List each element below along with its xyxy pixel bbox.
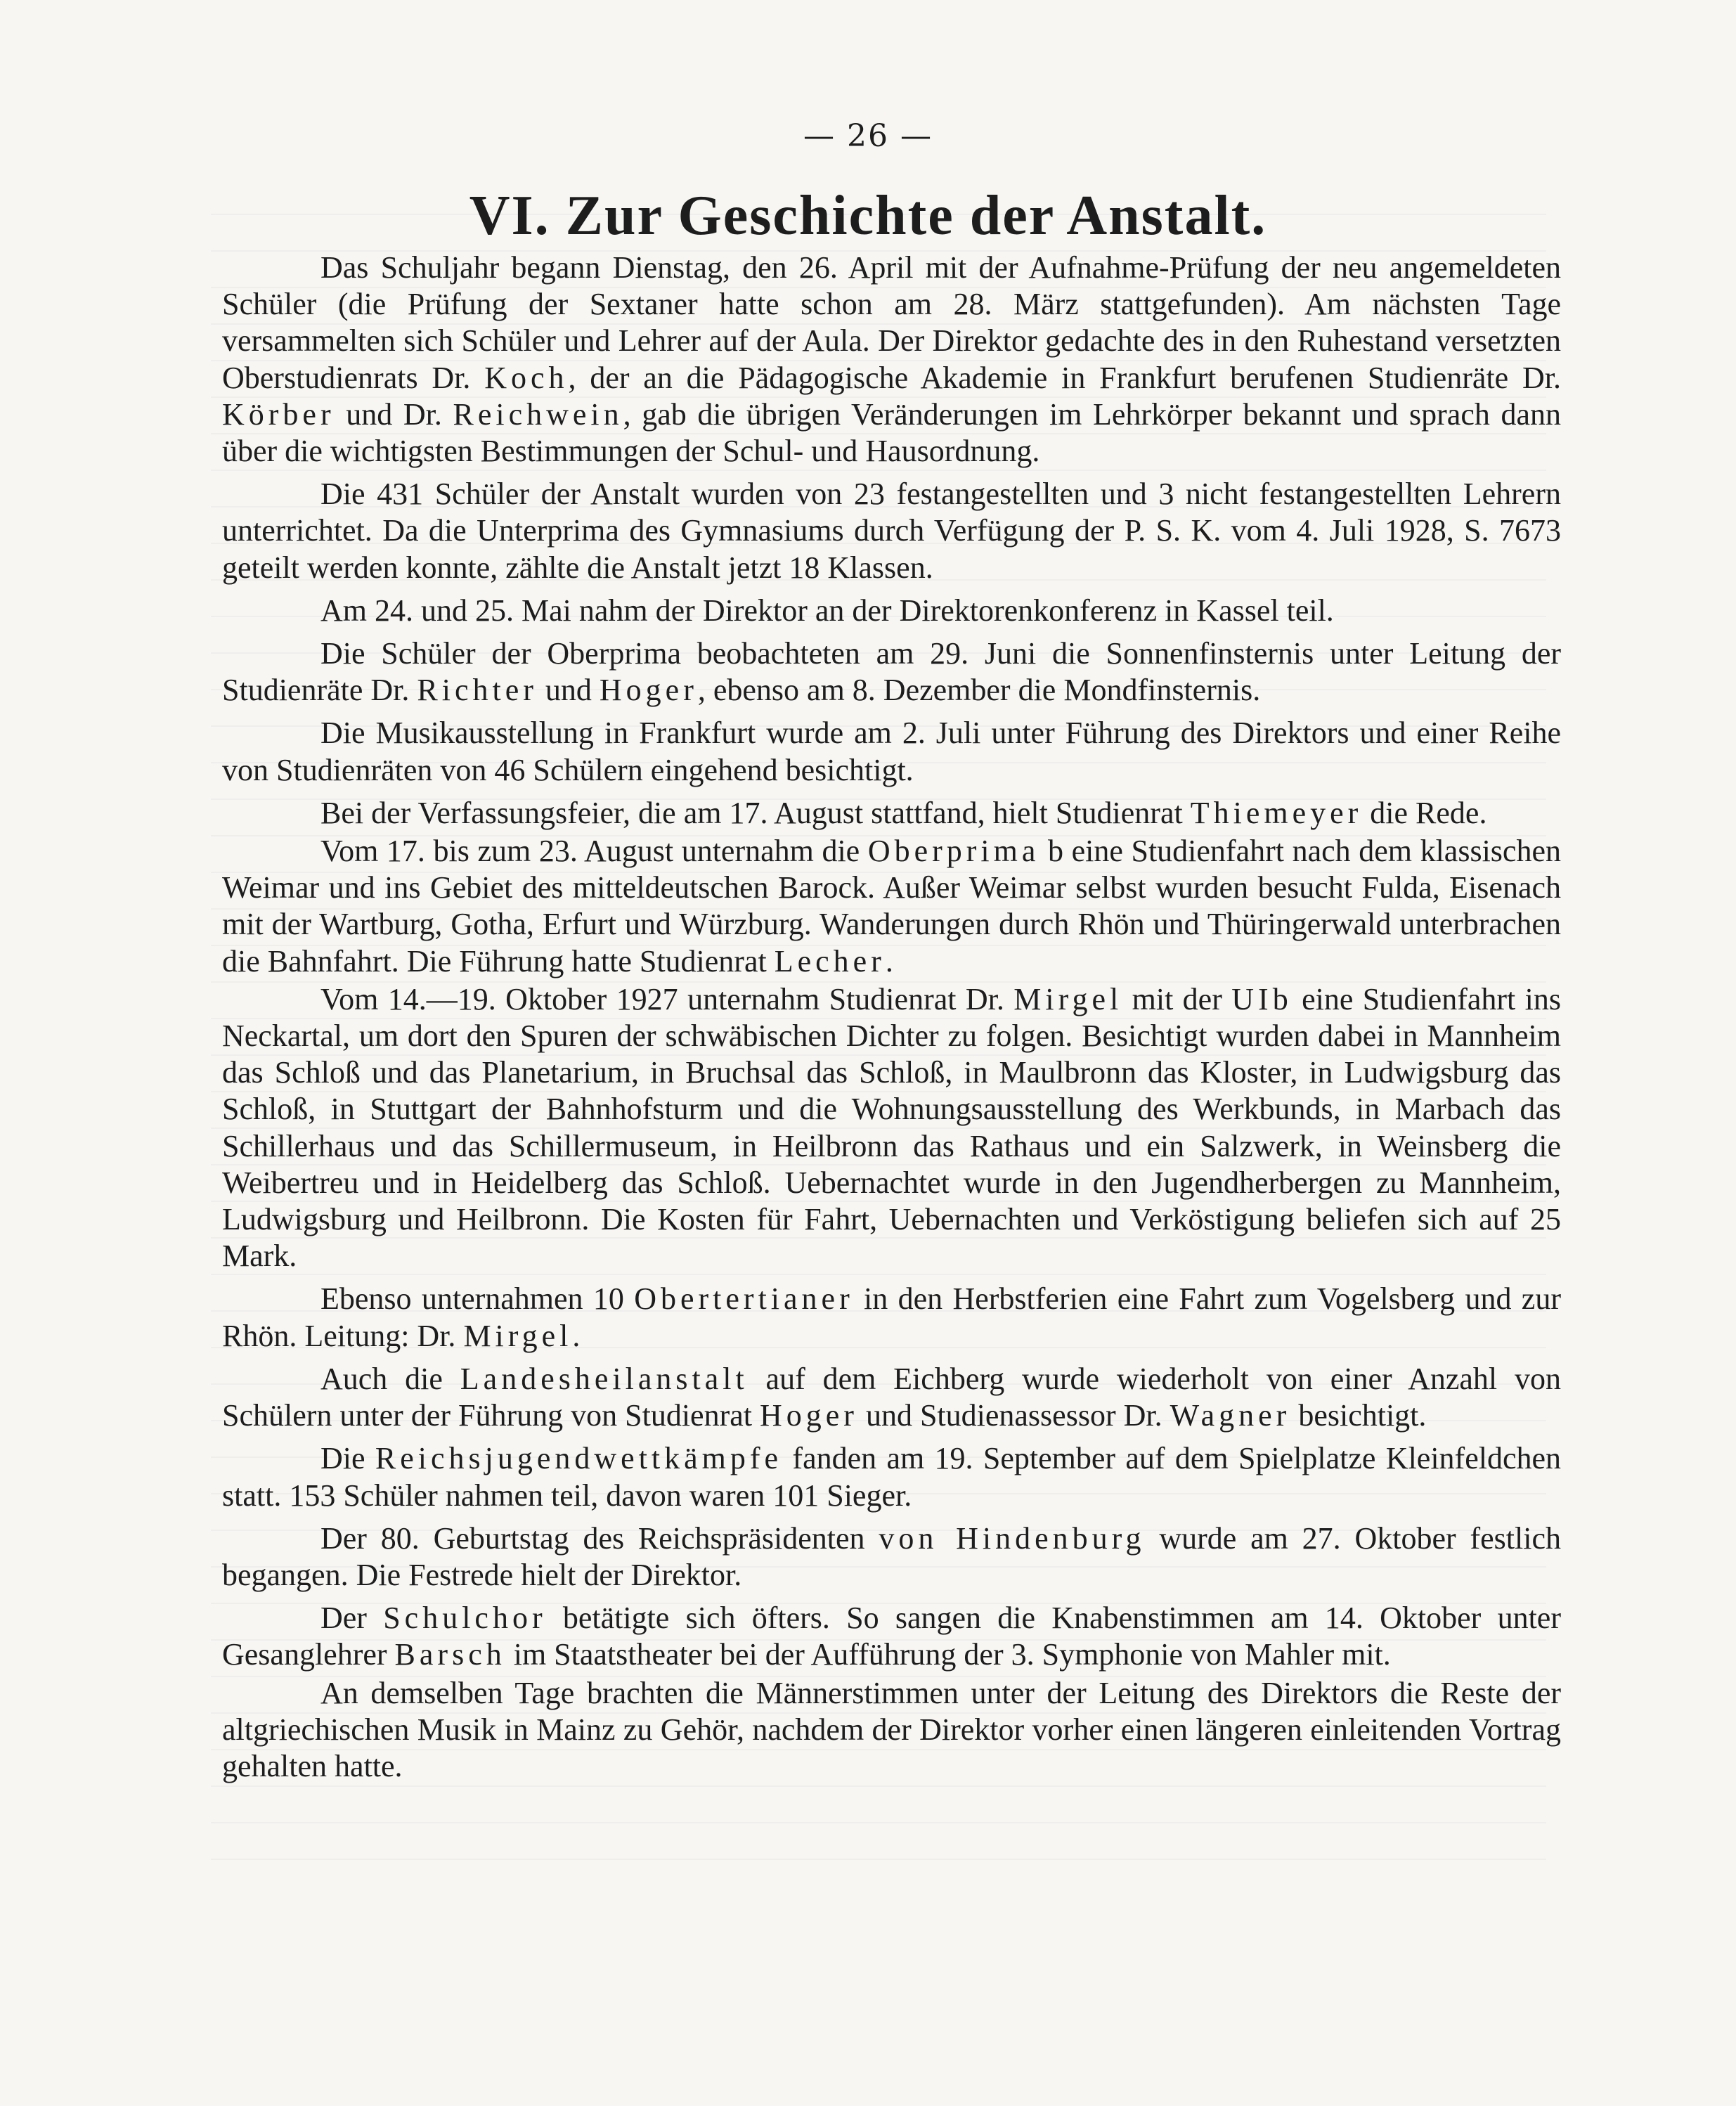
text-run: besichtigt. (1290, 1398, 1427, 1433)
text-run: Das Schuljahr begann Dienstag, den 26. April mit der Aufnahme-Prüfung der neu angemeldeten Schüler (die Prüfung der Sextaner hatte schon am 28. März stattgefunden). Am nächsten Tage versammelten sich Schüler und Lehrer auf der Aula. Der Direktor gedachte des in den Ruhestand versetzten Oberstudienrats Dr. (222, 250, 1561, 395)
name-richter: Richter (417, 673, 538, 708)
text-run: An demselben Tage brachten die Männerstimmen unter der Leitung des Direktors die Reste der altgriechischen Musik in Mainz zu Gehör, nachdem der Direktor vorher einen längeren einleitenden Vortrag gehalten hatte. (222, 1675, 1561, 1783)
text-body (222, 250, 1561, 1791)
paragraph-music-exhibition (222, 715, 1561, 788)
name-lecher: Lecher (774, 943, 886, 978)
name-barsch: Barsch (394, 1637, 506, 1672)
name-reichwein: Reichwein (453, 396, 623, 432)
name-mirgel: Mirgel (1013, 981, 1123, 1016)
text-run: Bei der Verfassungsfeier, die am 17. August stattfand, hielt Studienrat (320, 795, 1191, 830)
text-run: b eine Studienfahrt nach dem klassischen Weimar und ins Gebiet des mitteldeutschen Barock. Außer Weimar selbst wurden besucht Fulda, Eisenach mit der Wartburg, Gotha, Erfurt und Würzburg. Wanderungen durch Rhön und Thüringerwald unterbrachen die Bahnfahrt. Die Führung hatte Studienrat (222, 834, 1561, 978)
text-run: eine Studienfahrt ins Neckartal, um dort den Spuren der schwäbischen Dichter zu folgen. Besichtigt wurden dabei in Mannheim das Schloß und das Planetarium, in Bruchsal das Schloß, in Maulbronn das Kloster, in Ludwigsburg das Schloß, in Stuttgart der Bahnhofsturm und die Wohnungsausstellung des Werkbunds, in Marbach das Schillerhaus und das Schillermuseum, in Heilbronn das Rathaus und ein Salzwerk, in Weinsberg die Weibertreu und in Heidelberg das Schloß. Uebernachtet wurde in den Jugendherbergen zu Mannheim, Ludwigsburg und Heilbronn. Die Kosten für Fahrt, Uebernachten und Verköstigung beliefen sich auf 25 Mark. (222, 981, 1562, 1274)
text-run: . (885, 943, 893, 978)
class-uib: UIb (1231, 981, 1293, 1016)
chapter-title: VI. Zur Geschichte der Anstalt. (469, 185, 1267, 247)
text-run: fanden am 19. September auf dem Spielplatze Kleinfeldchen statt. 153 Schüler nahmen teil, davon waren 101 Sieger. (222, 1441, 1562, 1513)
paragraph-director-conference (222, 593, 1561, 629)
event-reichsjugendwettkaempfe: Reichsjugendwettkämpfe (375, 1441, 783, 1476)
text-run: Vom 14.—19. Oktober 1927 unternahm Studienrat Dr. (320, 981, 1014, 1016)
paragraph-constitution-day (222, 795, 1561, 832)
text-run: mit der (1122, 981, 1232, 1016)
text-run: und (537, 673, 600, 708)
paragraph-youth-competition (222, 1440, 1561, 1513)
text-run: Der 80. Geburtstag des Reichspräsidenten (320, 1520, 879, 1556)
paragraph-vogelsberg-trip (222, 1281, 1561, 1354)
paragraph-school-year-start (222, 250, 1561, 470)
text-run: und Dr. (335, 396, 453, 432)
class-oberprima: Oberprima (867, 834, 1040, 869)
name-wagner: Wagner (1170, 1398, 1291, 1433)
name-koch: Koch (484, 360, 569, 395)
text-run: Ebenso unternahmen 10 (320, 1281, 635, 1317)
text-run: und Studienassessor Dr. (857, 1398, 1170, 1433)
text-run: wurde am 27. Oktober festlich begangen. Die Festrede hielt der Direktor. (222, 1520, 1561, 1592)
name-hindenburg: von Hindenburg (879, 1520, 1146, 1556)
class-obertertianer: Obertertianer (634, 1281, 854, 1317)
paragraph-school-choir (222, 1600, 1561, 1673)
text-run: , gab die übrigen Veränderungen im Lehrkörper bekannt und sprach dann über die wichtigsten Bestimmungen der Schul- und Hausordnung. (222, 396, 1562, 469)
text-run: Die Schüler der Oberprima beobachteten am 29. Juni die Sonnenfinsternis unter Leitung der Studienräte Dr. (222, 636, 1561, 708)
paragraph-neckar-trip (222, 981, 1561, 1275)
text-run: , der an die Pädagogische Akademie in Frankfurt berufenen Studienräte Dr. (568, 360, 1562, 395)
paragraph-eclipse (222, 635, 1561, 709)
place-landesheilanstalt: Landesheilanstalt (460, 1361, 749, 1396)
text-run: im Staatstheater bei der Aufführung der 3. Symphonie von Mahler mit. (505, 1637, 1391, 1672)
text-run: Der (320, 1601, 384, 1636)
page-number: — 26 — (803, 118, 933, 154)
text-run: die Rede. (1362, 795, 1487, 830)
paragraph-eichberg-visit (222, 1361, 1561, 1434)
text-run: auf dem Eichberg wurde wiederholt von einer Anzahl von Schülern unter der Führung von Studienrat (222, 1361, 1562, 1433)
paragraph-hindenburg-birthday (222, 1520, 1561, 1594)
name-koerber: Körber (222, 396, 335, 432)
text-run: Auch die (320, 1361, 460, 1396)
name-mirgel: Mirgel (463, 1318, 573, 1353)
text-run: Vom 17. bis zum 23. August unternahm die (320, 834, 868, 869)
text-run: Die Musikausstellung in Frankfurt wurde am 2. Juli unter Führung des Direktors und einer Reihe von Studienräten von 46 Schülern eingehend besichtigt. (222, 716, 1561, 787)
name-hoger: Hoger (759, 1398, 858, 1433)
text-run: in den Herbstferien eine Fahrt zum Vogelsberg und zur Rhön. Leitung: Dr. (222, 1281, 1561, 1353)
text-run: Am 24. und 25. Mai nahm der Direktor an der Direktorenkonferenz in Kassel teil. (320, 593, 1334, 628)
paragraph-weimar-trip (222, 833, 1561, 980)
text-run: . (572, 1318, 581, 1353)
text-run: Die (320, 1441, 375, 1476)
paragraph-student-count (222, 476, 1561, 586)
name-hoger: Hoger (599, 673, 698, 708)
text-run: Die 431 Schüler der Anstalt wurden von 23 festangestellten und 3 nicht festangestellten Lehrern unterrichtet. Da die Unterprima des Gymnasiums durch Verfügung der P. S. K. vom 4. Juli 1928, S. 7673 geteilt werden konnte, zählte die Anstalt jetzt 18 Klassen. (222, 477, 1561, 585)
group-schulchor: Schulchor (383, 1601, 547, 1636)
paragraph-greek-music (222, 1675, 1561, 1785)
text-run: , ebenso am 8. Dezember die Mondfinsternis. (697, 673, 1261, 708)
name-thiemeyer: Thiemeyer (1190, 795, 1363, 830)
text-run: betätigte sich öfters. So sangen die Knabenstimmen am 14. Oktober unter Gesanglehrer (222, 1601, 1561, 1672)
